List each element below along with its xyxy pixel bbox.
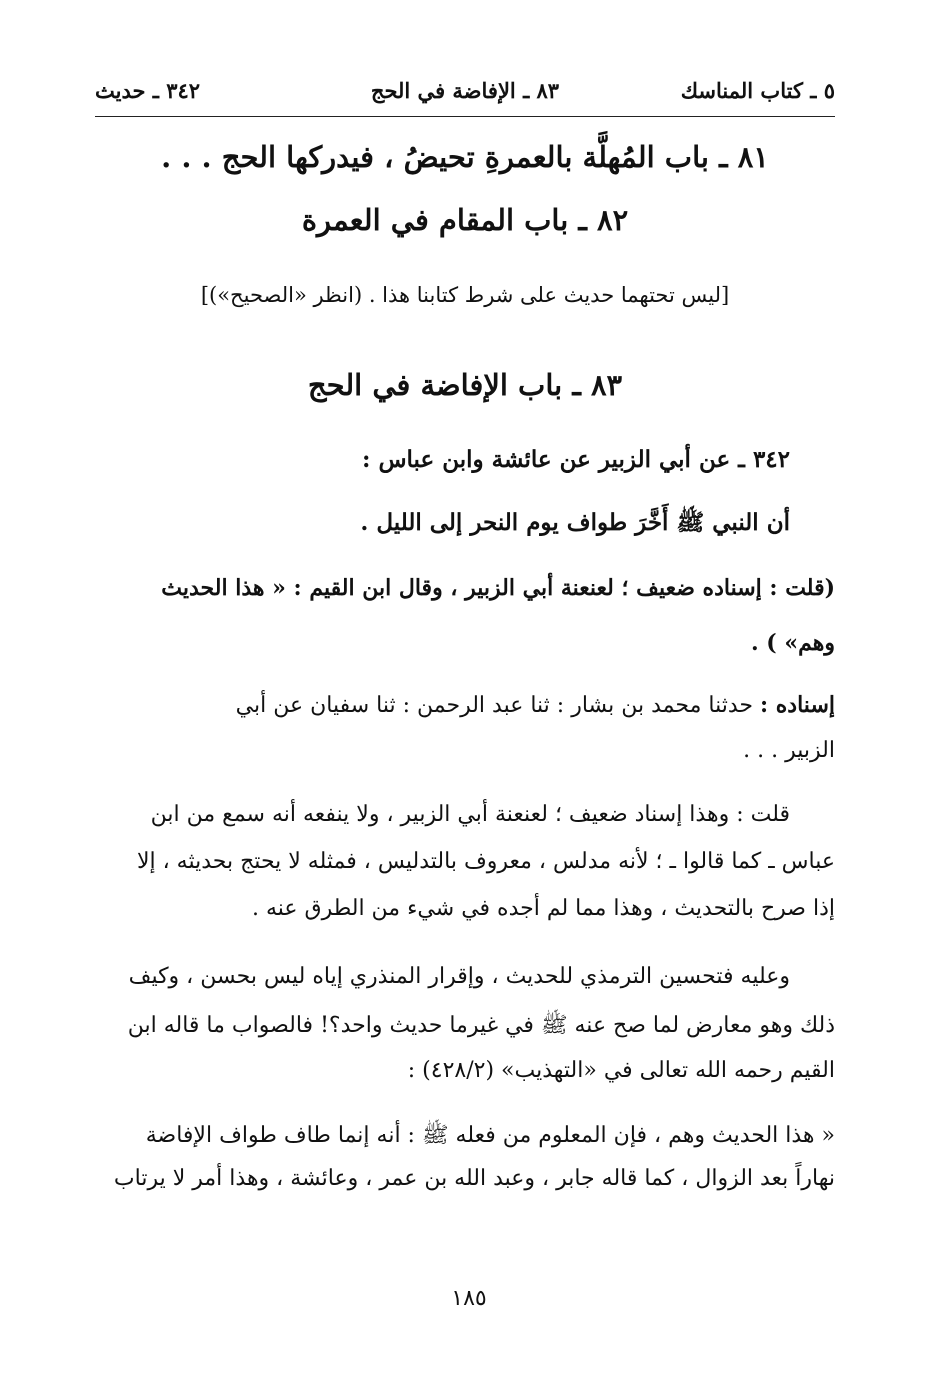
- isnad-label: إسناده :: [760, 692, 835, 718]
- para2-line-1: وعليه فتحسين الترمذي للحديث ، وإقرار المنذري إياه ليس بحسن ، وكيف: [128, 964, 790, 989]
- chapter-81-title: ٨١ ـ باب المُهلَّة بالعمرةِ تحيضُ ، فيدركها الحج . . .: [161, 140, 769, 174]
- page-number: ١٨٥: [451, 1286, 487, 1311]
- para1-line-3: إذا صرح بالتحديث ، وهذا مما لم أجده في شيء من الطرق عنه .: [251, 896, 835, 921]
- para1-line-2: عباس ـ كما قالوا ـ ؛ لأنه مدلس ، معروف بالتدليس ، فمثله لا يحتج بحديثه ، إلا: [136, 849, 835, 874]
- chapter-83-title: ٨٣ ـ باب الإفاضة في الحج: [307, 368, 623, 402]
- hadith-text-line: أن النبي ﷺ أَخَّرَ طواف يوم النحر إلى الليل .: [360, 509, 790, 536]
- para1-line-1: قلت : وهذا إسناد ضعيف ؛ لعنعنة أبي الزبير ، ولا ينفعه أنه سمع من ابن: [150, 802, 790, 827]
- isnad-text: حدثنا محمد بن بشار : ثنا عبد الرحمن : ثنا سفيان عن أبي: [235, 693, 760, 718]
- para2-line-2: ذلك وهو معارض لما صح عنه ﷺ في غيرما حديث واحد؟! فالصواب ما قاله ابن: [127, 1013, 835, 1038]
- isnad-line-1: [95, 692, 835, 718]
- chapter-82-title: ٨٢ ـ باب المقام في العمرة: [301, 203, 629, 237]
- para3-line-2: نهاراً بعد الزوال ، كما قاله جابر ، وعبد الله بن عمر ، وعائشة ، وهذا أمر لا يرتاب: [113, 1166, 835, 1191]
- hadith-chain-line: ٣٤٢ ـ عن أبي الزبير عن عائشة وابن عباس :: [361, 446, 790, 473]
- header-book-title: ٥ ـ كتاب المناسك: [680, 78, 835, 103]
- running-header: [95, 72, 835, 117]
- header-chapter-title: ٨٣ ـ الإفاضة في الحج: [370, 78, 560, 103]
- chapter-note: [ليس تحتهما حديث على شرط كتابنا هذا . (انظر «الصحيح»)]: [200, 283, 730, 307]
- isnad-line-2: الزبير . . .: [743, 738, 835, 763]
- comment-line-1: (قلت : إسناده ضعيف ؛ لعنعنة أبي الزبير ، وقال ابن القيم : « هذا الحديث: [161, 575, 835, 601]
- comment-line-2: وهم» ) .: [750, 630, 835, 656]
- para2-line-3: القيم رحمه الله تعالى في «التهذيب» (٤٢٨/٢) :: [407, 1058, 835, 1083]
- header-hadith-number: ٣٤٢ ـ حديث: [95, 78, 201, 103]
- para3-line-1: « هذا الحديث وهم ، فإن المعلوم من فعله ﷺ : أنه إنما طاف طواف الإفاضة: [145, 1123, 835, 1148]
